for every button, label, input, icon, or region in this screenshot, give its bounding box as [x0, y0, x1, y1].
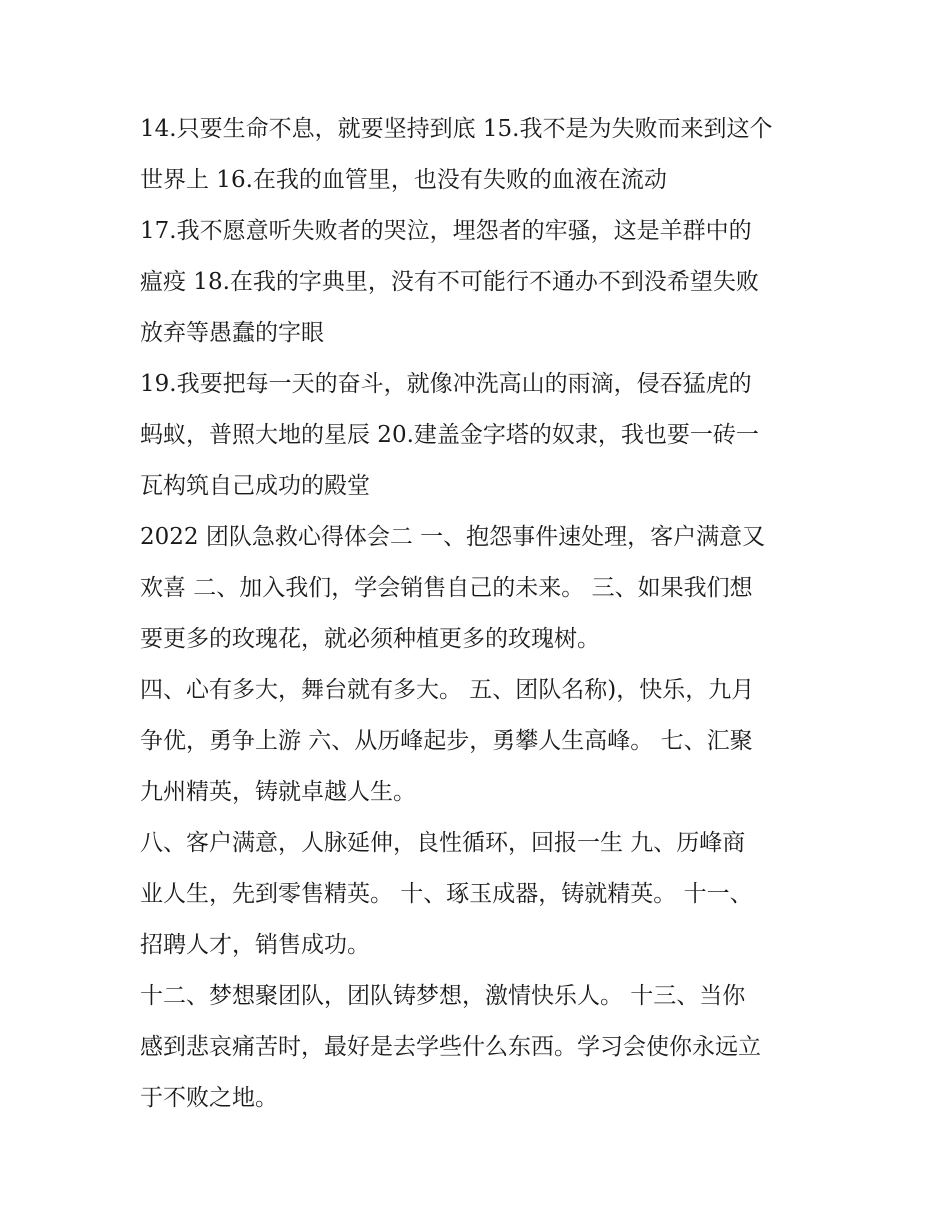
text-line: 蚂蚁，普照大地的星辰 20.建盖金字塔的奴隶，我也要一砖一 [140, 422, 759, 448]
text-line: 于不败之地。 [140, 1085, 278, 1111]
text-line: 八、客户满意，人脉延伸，良性循环，回报一生 九、历峰商 [140, 830, 746, 856]
paragraph-1 [140, 104, 820, 206]
text-line: 17.我不愿意听失败者的哭泣，埋怨者的牢骚，这是羊群中的 [140, 218, 752, 244]
text-line: 十二、梦想聚团队，团队铸梦想，激情快乐人。 十三、当你 [140, 983, 746, 1009]
text-line: 九州精英，铸就卓越人生。 [140, 779, 416, 805]
text-line: 感到悲哀痛苦时，最好是去学些什么东西。学习会使你永远立 [140, 1034, 761, 1060]
text-line: 欢喜 二、加入我们，学会销售自己的未来。 三、如果我们想 [140, 575, 753, 601]
text-line: 19.我要把每一天的奋斗，就像冲洗高山的雨滴，侵吞猛虎的 [140, 371, 752, 397]
paragraph-3 [140, 359, 820, 512]
paragraph-5 [140, 665, 820, 818]
text-line: 世界上 16.在我的血管里，也没有失败的血液在流动 [140, 167, 667, 193]
text-line: 14.只要生命不息，就要坚持到底 15.我不是为失败而来到这个 [140, 116, 773, 142]
paragraph-7 [140, 971, 820, 1124]
paragraph-6 [140, 818, 820, 971]
text-line: 2022 团队急救心得体会二 一、抱怨事件速处理，客户满意又 [140, 524, 766, 550]
paragraph-4 [140, 512, 820, 665]
document-body [140, 104, 820, 1124]
text-line: 四、心有多大，舞台就有多大。 五、团队名称)，快乐，九月 [140, 677, 755, 703]
text-line: 瓦构筑自己成功的殿堂 [140, 473, 370, 499]
text-line: 业人生，先到零售精英。 十、琢玉成器，铸就精英。 十一、 [140, 881, 753, 907]
text-line: 争优，勇争上游 六、从历峰起步，勇攀人生高峰。 七、汇聚 [140, 728, 753, 754]
text-line: 招聘人才，销售成功。 [140, 932, 370, 958]
text-line: 瘟疫 18.在我的字典里，没有不可能行不通办不到没希望失败 [140, 269, 759, 295]
text-line: 要更多的玫瑰花，就必须种植更多的玫瑰树。 [140, 626, 600, 652]
text-line: 放弃等愚蠢的字眼 [140, 320, 324, 346]
paragraph-2 [140, 206, 820, 359]
